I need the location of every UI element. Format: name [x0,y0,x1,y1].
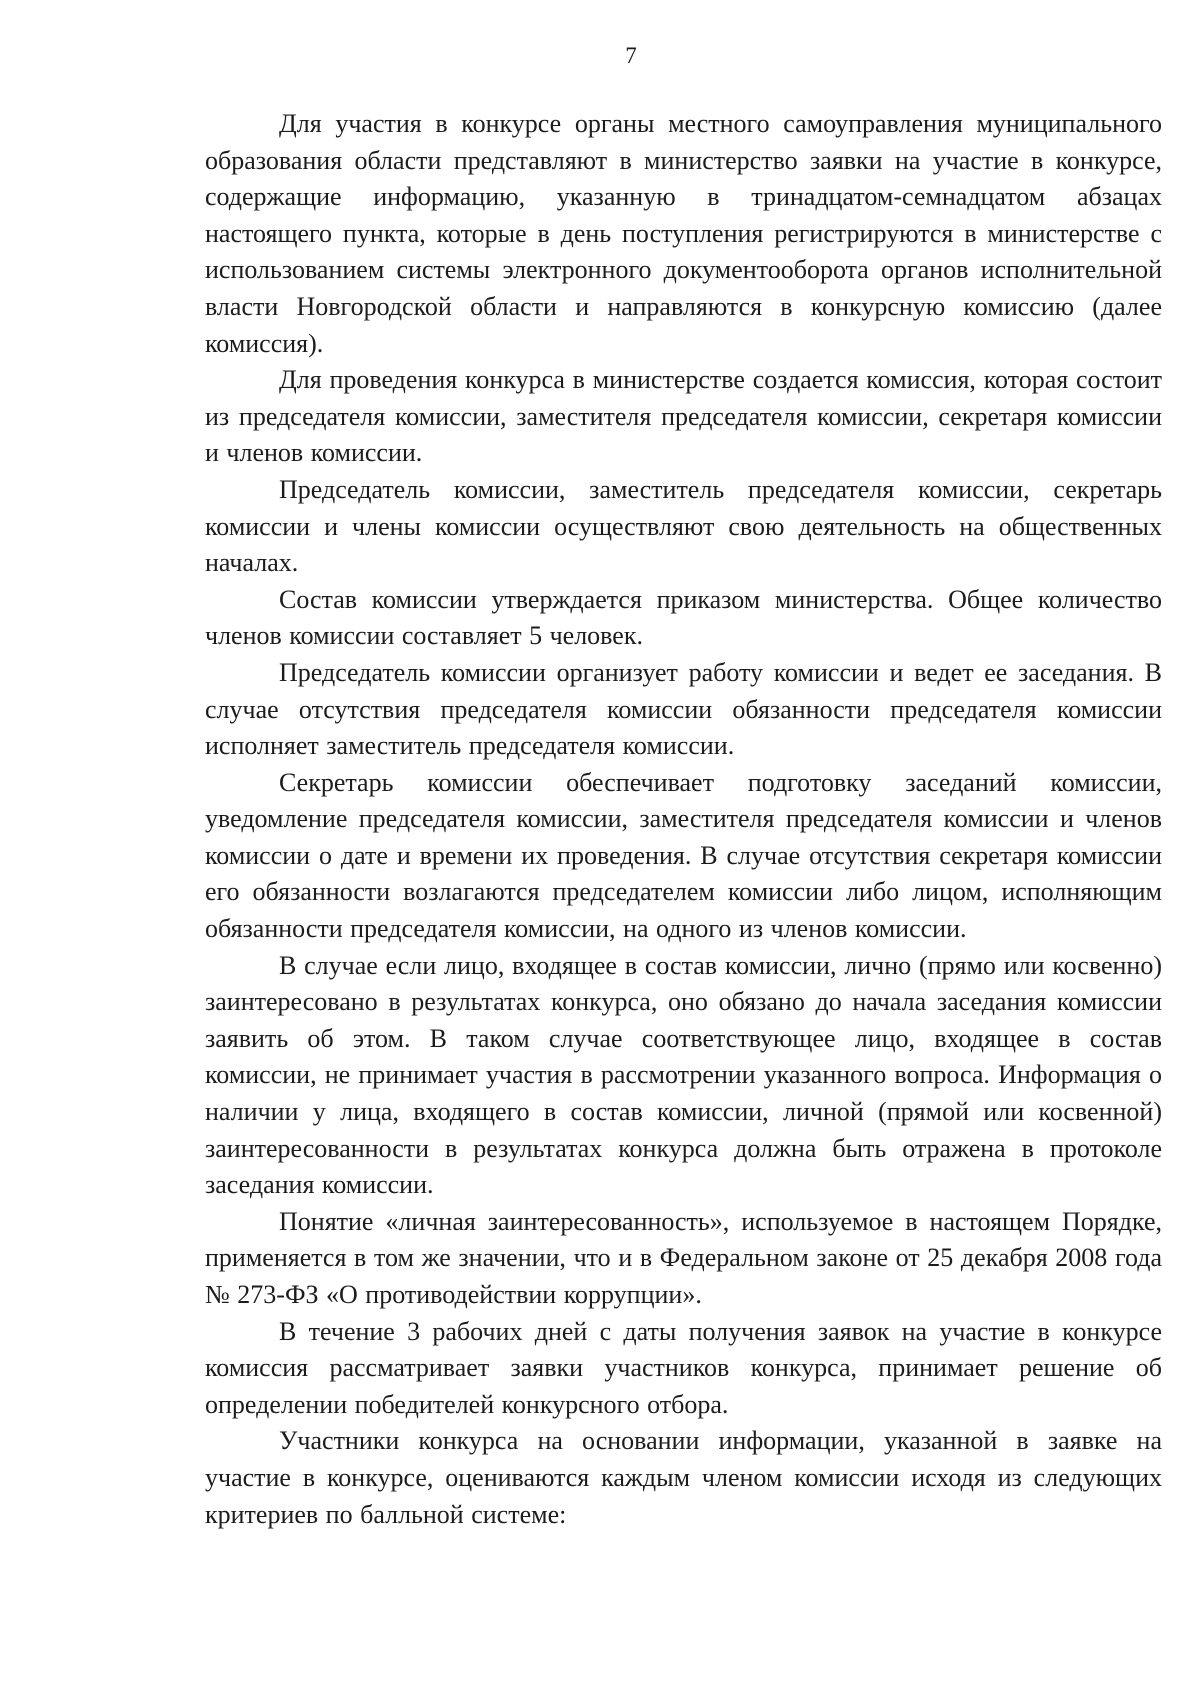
paragraph-application-submission: Для участия в конкурсе органы местного самоуправления муниципального образования области представляют в министерство заявки на участие в конкурсе, содержащие информацию, указанную в тринадцатом-семнадцатом абзацах настоящего пункта, которые в день поступления регистрируются в министерстве с использованием системы электронного документооборота органов исполнительной власти Новгородской области и направляются в конкурсную комиссию (далее комиссия). [205,109,1162,358]
paragraph-personal-interest-definition: Понятие «личная заинтересованность», используемое в настоящем Порядке, применяется в том же значении, что и в Федеральном законе от 25 декабря 2008 года № 273-ФЗ «О противодействии коррупции». [205,1206,1162,1309]
paragraph-review-period: В течение 3 рабочих дней с даты получения заявок на участие в конкурсе комиссия рассматривает заявки участников конкурса, принимает решение об определении победителей конкурсного отбора. [205,1316,1162,1419]
document-body [205,106,1162,1533]
paragraph-commission-creation: Для проведения конкурса в министерстве создается комиссия, которая состоит из председателя комиссии, заместителя председателя комиссии, секретаря комиссии и членов комиссии. [205,365,1162,468]
paragraph-secretary-duties: Секретарь комиссии обеспечивает подготовку заседаний комиссии, уведомление председателя комиссии, заместителя председателя комиссии и членов комиссии о дате и времени их проведения. В случае отсутствия секретаря комиссии его обязанности возлагаются председателем комиссии либо лицом, исполняющим обязанности председателя комиссии, на одного из членов комиссии. [205,767,1162,944]
page-number: 7 [625,43,637,68]
paragraph-evaluation-criteria: Участники конкурса на основании информации, указанной в заявке на участие в конкурсе, оцениваются каждым членом комиссии исходя из следующих критериев по балльной системе: [205,1426,1162,1529]
paragraph-commission-voluntary: Председатель комиссии, заместитель председателя комиссии, секретарь комиссии и члены комиссии осуществляют свою деятельность на общественных началах. [205,474,1162,578]
paragraph-commission-composition: Состав комиссии утверждается приказом министерства. Общее количество членов комиссии составляет 5 человек. [205,584,1162,651]
paragraph-chairman-duties: Председатель комиссии организует работу комиссии и ведет ее заседания. В случае отсутствия председателя комиссии обязанности председателя комиссии исполняет заместитель председателя комиссии. [205,657,1162,761]
paragraph-conflict-of-interest: В случае если лицо, входящее в состав комиссии, лично (прямо или косвенно) заинтересовано в результатах конкурса, оно обязано до начала заседания комиссии заявить об этом. В таком случае соответствующее лицо, входящее в состав комиссии, не принимает участия в рассмотрении указанного вопроса. Информация о наличии у лица, входящего в состав комиссии, личной (прямой или косвенной) заинтересованности в результатах конкурса должна быть отражена в протоколе заседания комиссии. [205,950,1162,1200]
